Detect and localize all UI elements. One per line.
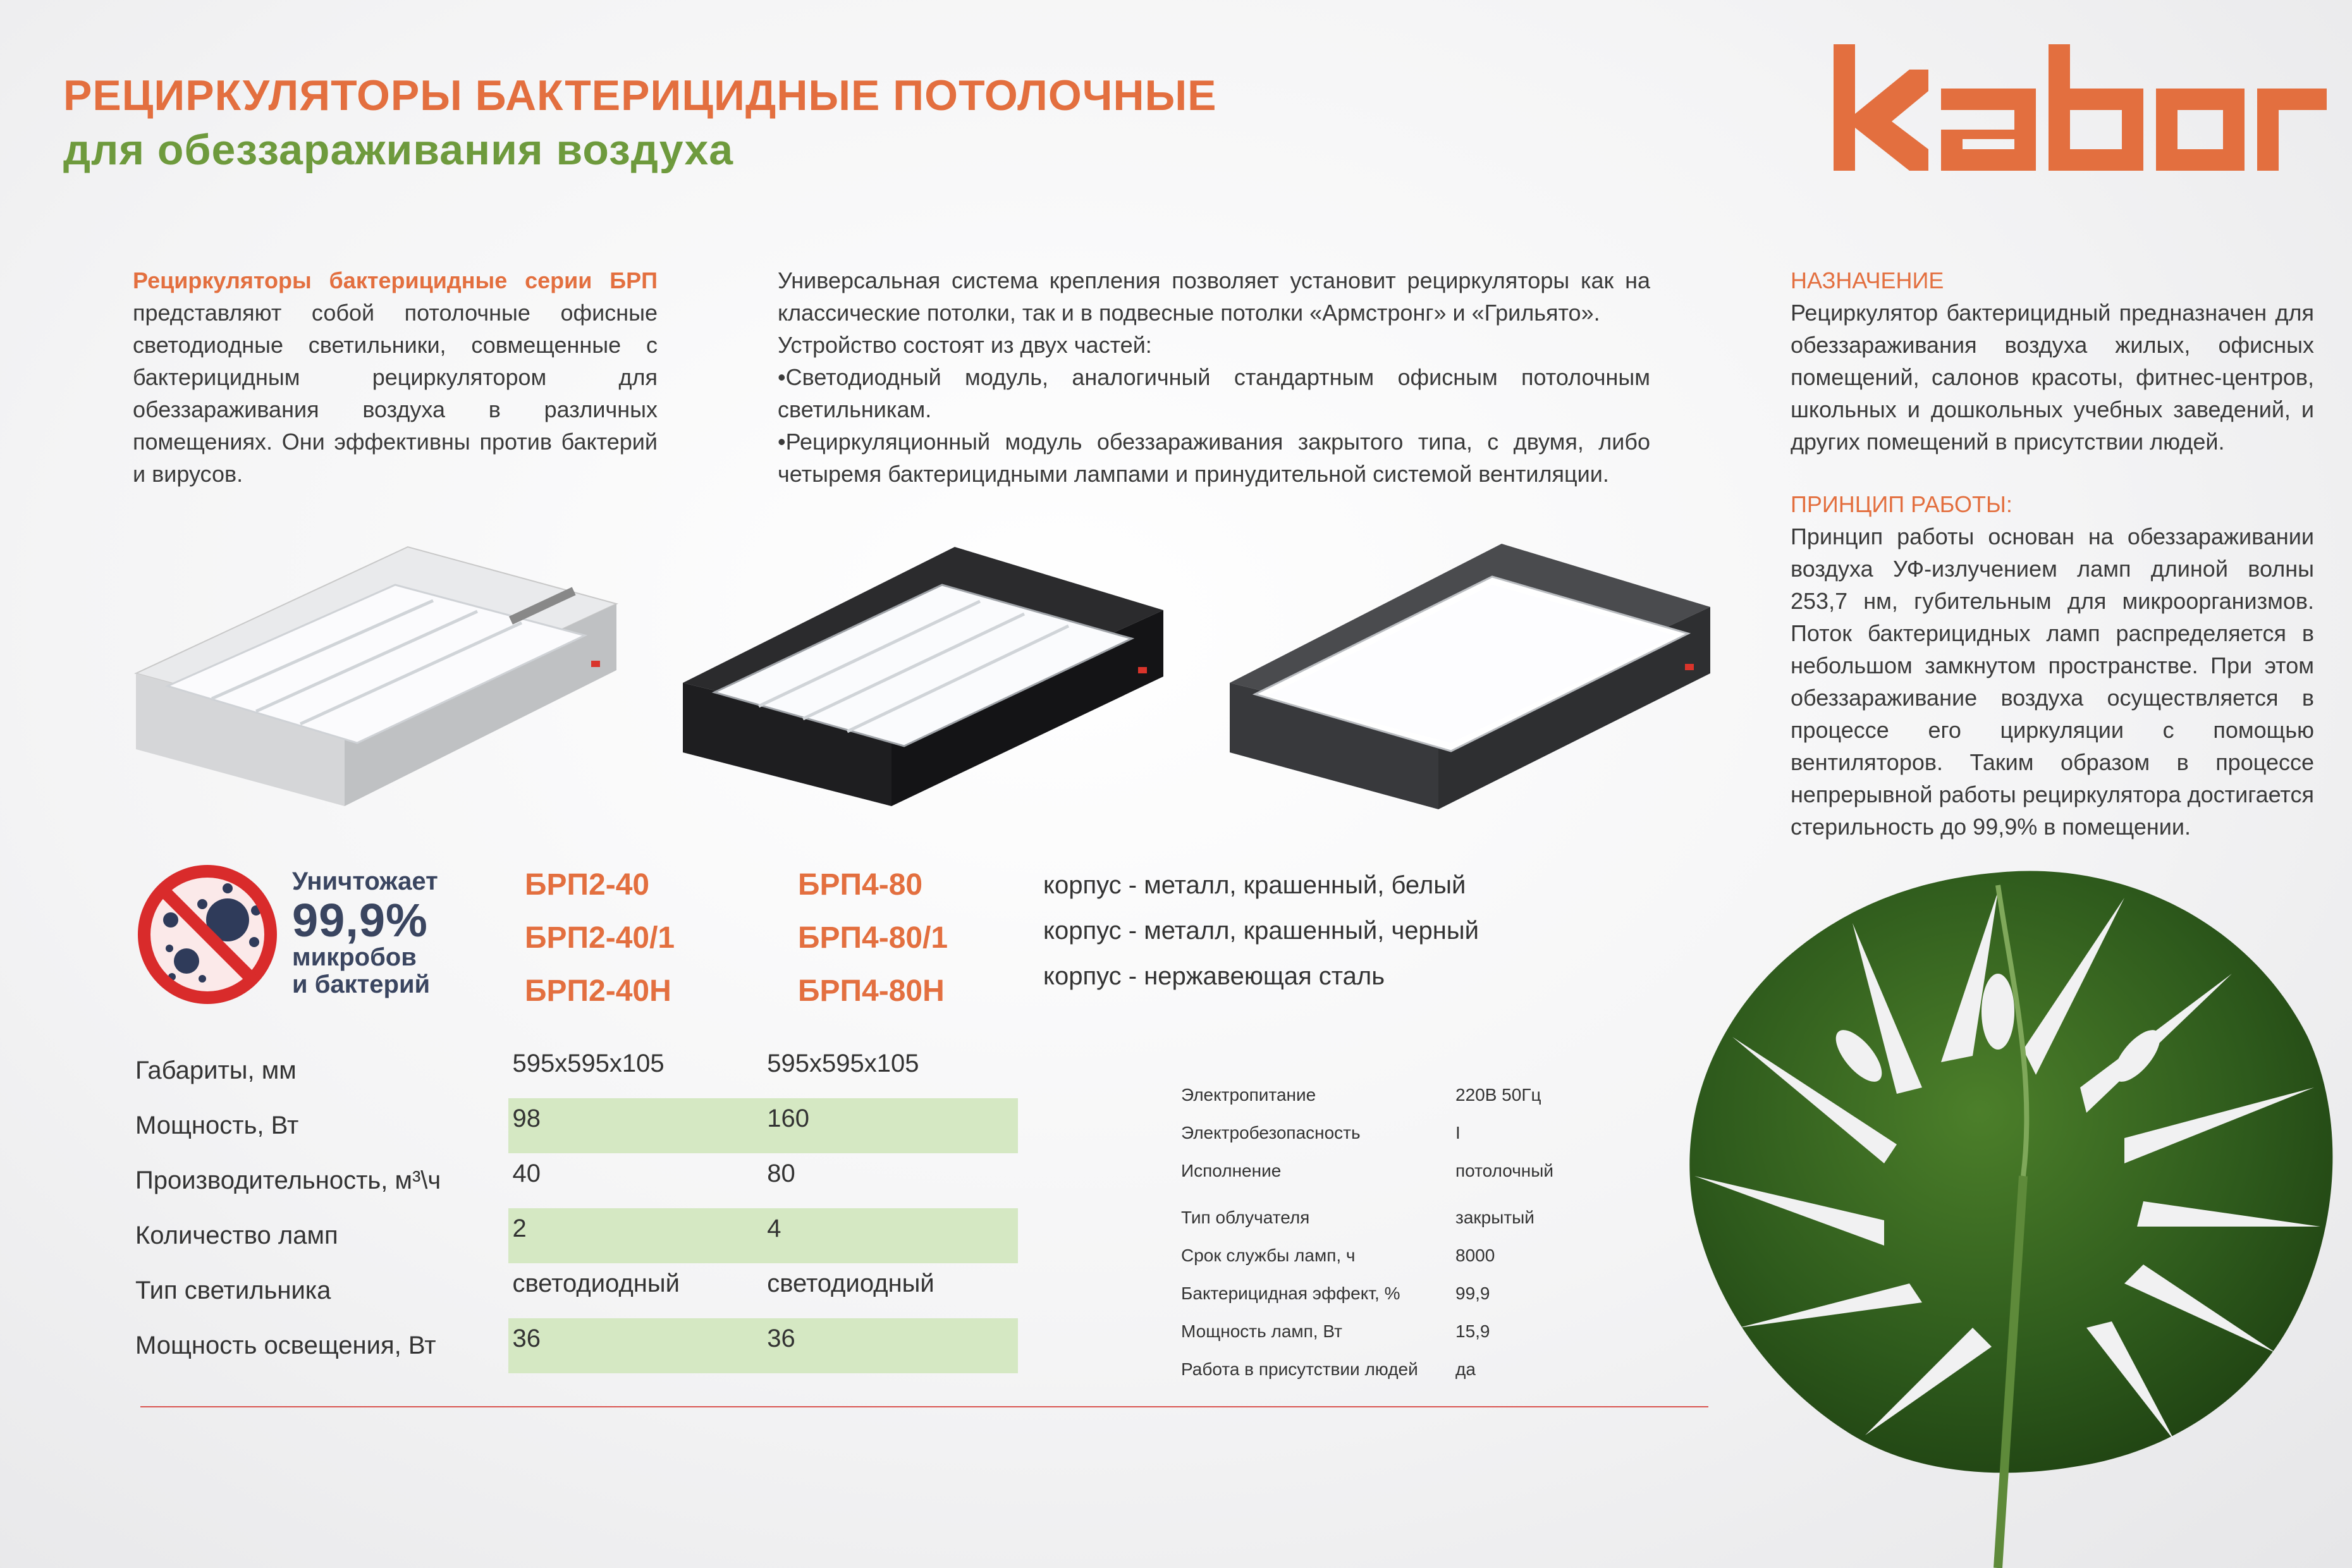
product-image-steel bbox=[1223, 537, 1723, 809]
row-label: Исполнение bbox=[1181, 1161, 1282, 1180]
row-value: 99,9 bbox=[1455, 1283, 1490, 1303]
models-4-lamp bbox=[798, 859, 948, 1018]
model-name: БРП4-80/1 bbox=[798, 921, 948, 955]
row-label: Тип облучателя bbox=[1181, 1208, 1310, 1227]
intro-paragraph bbox=[133, 264, 658, 490]
table-row bbox=[133, 1263, 1018, 1318]
row-value: I bbox=[1455, 1123, 1461, 1142]
row-value: да bbox=[1455, 1359, 1476, 1379]
table-row bbox=[1181, 1313, 1620, 1351]
monstera-leaf-image bbox=[1644, 847, 2352, 1568]
table-row bbox=[1181, 1152, 1620, 1190]
value-a: 2 bbox=[508, 1208, 763, 1263]
row-label: Бактерицидная эффект, % bbox=[1181, 1283, 1400, 1303]
value-b: 595x595x105 bbox=[767, 1050, 919, 1077]
housing-white: корпус - металл, крашенный, белый bbox=[1043, 871, 1466, 899]
purpose-text: Рециркулятор бактерицидный предназначен для обеззараживания воздуха жилых, офисных помещений, салонов красоты, фитнес-центров, школьных и дошкольных учебных заведений, и других помещений в присутствии людей. bbox=[1791, 300, 2314, 455]
mounting-description bbox=[778, 264, 1650, 490]
tech-specs-table bbox=[1181, 1076, 1620, 1388]
housing-list bbox=[1043, 862, 1479, 999]
table-row bbox=[1181, 1114, 1620, 1152]
part-recirculation-module: •Рециркуляционный модуль обеззараживания закрытого типа, с двумя, либо четыремя бактерицидными лампами и принудительной системой вентиляции. bbox=[778, 429, 1650, 487]
product-image-black bbox=[677, 541, 1176, 806]
row-label: Электробезопасность bbox=[1181, 1123, 1361, 1142]
value-b: 36 bbox=[763, 1318, 1018, 1373]
info-column bbox=[1791, 264, 2314, 873]
page-subtitle: для обеззараживания воздуха bbox=[63, 126, 734, 174]
badge-line-1: Уничтожает bbox=[292, 867, 438, 895]
value-a: 595x595x105 bbox=[512, 1050, 665, 1077]
value-b: 160 bbox=[763, 1098, 1018, 1153]
row-label: Срок службы ламп, ч bbox=[1181, 1246, 1356, 1265]
row-label: Работа в присутствии людей bbox=[1181, 1359, 1418, 1379]
row-value: 8000 bbox=[1455, 1246, 1495, 1265]
table-row bbox=[133, 1318, 1018, 1373]
intro-body: представляют собой потолочные офисные светодиодные светильники, совмещенные с бактерицидным рециркулятором для обеззараживания воздуха в различных помещениях. Они эффективны против бактерий и вирусов. bbox=[133, 300, 658, 487]
row-label: Мощность ламп, Вт bbox=[1181, 1321, 1342, 1341]
table-row bbox=[1181, 1237, 1620, 1275]
badge-line-3: микробов bbox=[292, 943, 417, 971]
product-image-white bbox=[130, 541, 629, 806]
table-row bbox=[133, 1043, 1018, 1098]
row-label: Тип светильника bbox=[135, 1277, 331, 1304]
row-label: Производительность, м³\ч bbox=[135, 1167, 441, 1194]
row-value: 15,9 bbox=[1455, 1321, 1490, 1341]
table-row bbox=[133, 1208, 1018, 1263]
model-name: БРП2-40/1 bbox=[525, 921, 675, 955]
model-name: БРП4-80 bbox=[798, 868, 923, 902]
table-row bbox=[133, 1153, 1018, 1208]
value-a: 98 bbox=[508, 1098, 763, 1153]
badge-percentage: 99,9% bbox=[292, 894, 428, 946]
table-row bbox=[133, 1098, 1018, 1153]
intro-lead: Рециркуляторы бактерицидные серии БРП bbox=[133, 267, 658, 293]
row-value: закрытый bbox=[1455, 1208, 1534, 1227]
value-b: светодиодный bbox=[767, 1270, 934, 1297]
table-row bbox=[1181, 1275, 1620, 1313]
brand-logo bbox=[1834, 44, 2327, 171]
row-label: Электропитание bbox=[1181, 1085, 1316, 1105]
value-b: 4 bbox=[763, 1208, 1018, 1263]
value-a: светодиодный bbox=[512, 1270, 680, 1297]
value-b: 80 bbox=[767, 1160, 795, 1187]
housing-black: корпус - металл, крашенный, черный bbox=[1043, 917, 1479, 945]
purpose-heading: НАЗНАЧЕНИЕ bbox=[1791, 267, 1944, 293]
value-a: 36 bbox=[508, 1318, 763, 1373]
housing-steel: корпус - нержавеющая сталь bbox=[1043, 962, 1385, 990]
row-value: потолочный bbox=[1455, 1161, 1554, 1180]
mounting-text: Универсальная система крепления позволяет установит рециркуляторы как на классические потолки, так и в подвесные потолки «Армстронг» и «Грильято». bbox=[778, 267, 1650, 326]
row-value: 220В 50Гц bbox=[1455, 1085, 1541, 1105]
principle-heading: ПРИНЦИП РАБОТЫ: bbox=[1791, 491, 2012, 517]
principle-text: Принцип работы основан на обеззараживании воздуха УФ-излучением ламп длиной волны 253,7 нм, губительным для микроорганизмов. Поток бактерицидных ламп распределяется в небольшом замкнутом пространстве. При этом обеззараживание воздуха осуществляется в процессе его циркуляции с помощью вентиляторов. Таким образом в процессе непрерывной работы рециркулятора достигается стерильность до 99,9% в помещении. bbox=[1791, 524, 2314, 840]
row-label: Габариты, мм bbox=[135, 1057, 297, 1084]
models-2-lamp bbox=[525, 859, 675, 1018]
badge-line-4: и бактерий bbox=[292, 971, 431, 998]
part-led-module: •Светодиодный модуль, аналогичный стандартным офисным потолочным светильникам. bbox=[778, 364, 1650, 422]
table-row bbox=[1181, 1076, 1620, 1114]
row-label: Мощность освещения, Вт bbox=[135, 1332, 436, 1359]
badge-text bbox=[292, 866, 438, 999]
model-name: БРП4-80Н bbox=[798, 974, 945, 1008]
spec-table bbox=[133, 1043, 1018, 1373]
table-row bbox=[1181, 1199, 1620, 1237]
row-label: Мощность, Вт bbox=[135, 1112, 299, 1139]
row-label: Количество ламп bbox=[135, 1222, 338, 1249]
value-a: 40 bbox=[512, 1160, 541, 1187]
divider bbox=[140, 1406, 1708, 1407]
model-name: БРП2-40 bbox=[525, 868, 650, 902]
page-title: РЕЦИРКУЛЯТОРЫ БАКТЕРИЦИДНЫЕ ПОТОЛОЧНЫЕ bbox=[63, 71, 1217, 119]
table-row bbox=[1181, 1351, 1620, 1388]
model-name: БРП2-40Н bbox=[525, 974, 671, 1008]
parts-intro: Устройство состоят из двух частей: bbox=[778, 332, 1152, 358]
